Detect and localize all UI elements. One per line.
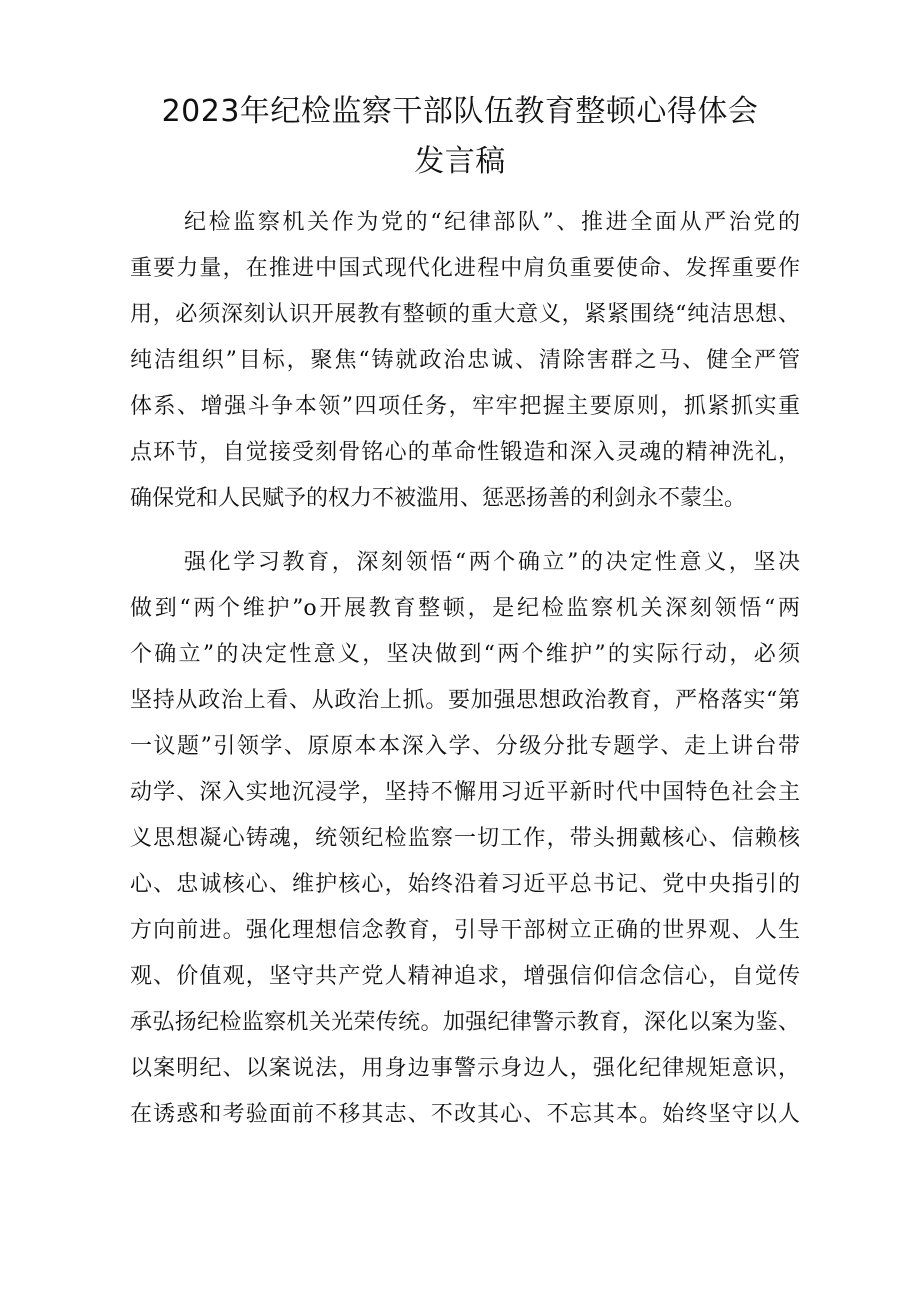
paragraph-2-line: 义思想凝心铸魂，统领纪检监察一切工作，带头拥戴核心、信赖核 [130,826,800,851]
paragraph-2-line: 以案明纪、以案说法，用身边事警示身边人，强化纪律规矩意识， [130,1056,800,1081]
paragraph-2-line: 一议题”引领学、原原本本深入学、分级分批专题学、走上讲台带 [130,734,800,759]
document-title-line-1: 2023年纪检监察干部队伍教育整顿心得体会 [161,94,759,129]
paragraph-1-line: 体系、增强斗争本领”四项任务，牢牢把握主要原则，抓紧抓实重 [130,394,800,419]
paragraph-2-line: 动学、深入实地沉浸学，坚持不懈用习近平新时代中国特色社会主 [130,780,800,805]
paragraph-2-line: 观、价值观，坚守共产党人精神追求，增强信仰信念信心，自觉传 [130,964,800,989]
paragraph-1-line: 重要力量，在推进中国式现代化进程中肩负重要使命、发挥重要作 [130,256,800,281]
paragraph-2-line: 做到“两个维护”o开展教育整顿，是纪检监察机关深刻领悟“两 [130,596,800,621]
paragraph-1-line: 点环节，自觉接受刻骨铭心的革命性锻造和深入灵魂的精神洗礼， [130,440,800,465]
paragraph-2-line: 心、忠诚核心、维护核心，始终沿着习近平总书记、党中央指引的 [130,872,800,897]
paragraph-1-line: 纪检监察机关作为党的“纪律部队”、推进全面从严治党的 [184,210,800,235]
paragraph-2-line: 方向前进。强化理想信念教育，引导干部树立正确的世界观、人生 [130,918,800,943]
paragraph-2-line: 承弘扬纪检监察机关光荣传统。加强纪律警示教育，深化以案为鉴、 [130,1010,800,1035]
paragraph-1-line: 确保党和人民赋予的权力不被滥用、惩恶扬善的利剑永不蒙尘。 [130,486,747,511]
paragraph-2-line: 个确立”的决定性意义，坚决做到“两个维护”的实际行动，必须 [130,642,800,667]
paragraph-2-line: 强化学习教育，深刻领悟“两个确立”的决定性意义，坚决 [184,550,800,575]
paragraph-1-line: 纯洁组织”目标，聚焦“铸就政治忠诚、清除害群之马、健全严管 [130,348,800,373]
paragraph-2-line: 在诱惑和考验面前不移其志、不改其心、不忘其本。始终坚守以人 [130,1102,800,1127]
paragraph-2-line: 坚持从政治上看、从政治上抓。要加强思想政治教育，严格落实“第 [130,688,800,713]
document-title-line-2: 发言稿 [414,144,506,179]
paragraph-1-line: 用，必须深刻认识开展教有整顿的重大意义，紧紧围绕“纯洁思想、 [130,302,800,327]
